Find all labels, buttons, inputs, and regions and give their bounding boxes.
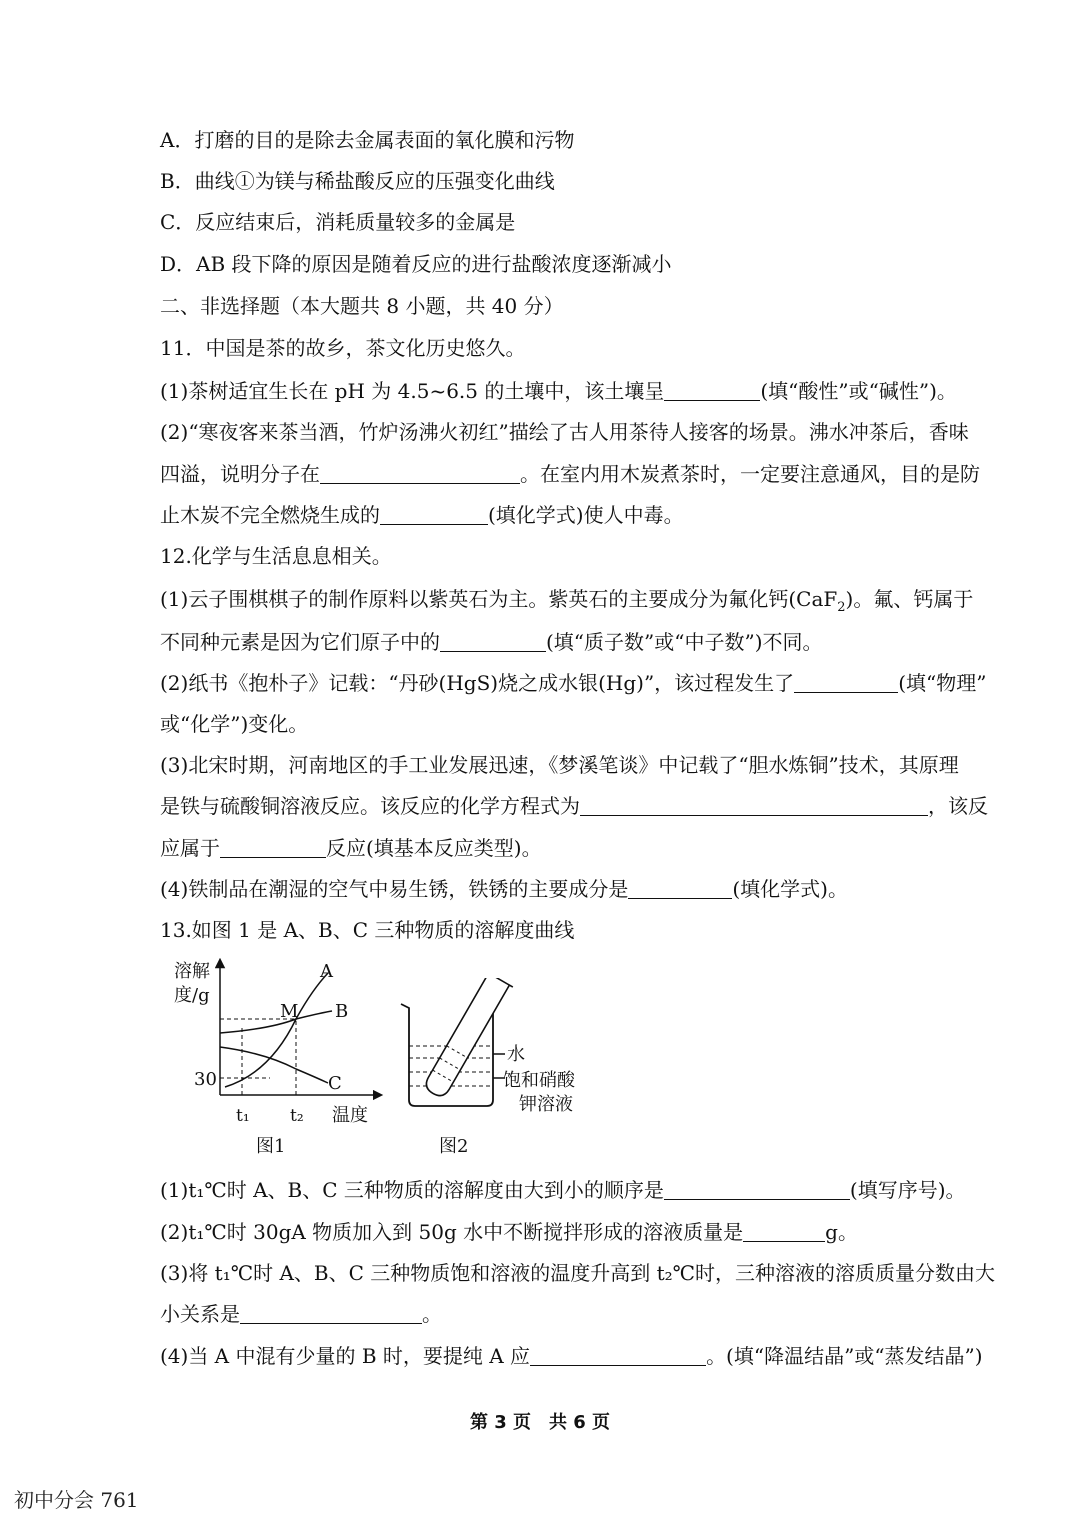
q13-title: 13.如图 1 是 A、B、C 三种物质的溶解度曲线 bbox=[160, 918, 575, 942]
answer-blank[interactable] bbox=[320, 463, 520, 484]
text: (填“物理” bbox=[898, 671, 987, 695]
text: 应属于 bbox=[160, 836, 220, 860]
formula: CaF bbox=[796, 587, 838, 611]
option-c: C．反应结束后，消耗质量较多的金属是 bbox=[160, 210, 516, 234]
text: (4)当 A 中混有少量的 B 时，要提纯 A 应 bbox=[160, 1344, 531, 1368]
q11-part2-line3 bbox=[160, 501, 1022, 529]
q12-title: 12.化学与生活息息相关。 bbox=[160, 544, 392, 568]
figure-1-solubility-curves bbox=[170, 955, 390, 1160]
text: 四溢，说明分子在 bbox=[160, 462, 320, 486]
q12-part1-line1 bbox=[160, 585, 1022, 622]
text: 。 bbox=[422, 1302, 442, 1326]
answer-blank[interactable] bbox=[580, 795, 928, 816]
tick-t2: t₂ bbox=[290, 1106, 304, 1126]
text: 止木炭不完全燃烧生成的 bbox=[160, 503, 380, 527]
x-axis-label: 温度 bbox=[332, 1105, 368, 1126]
y-axis-label-2: 度/g bbox=[174, 985, 210, 1006]
q13-part2 bbox=[160, 1218, 1022, 1246]
answer-blank[interactable] bbox=[380, 504, 488, 525]
text: 小关系是 bbox=[160, 1302, 240, 1326]
label-solution-2: 钾溶液 bbox=[519, 1094, 573, 1115]
text: 反应(填基本反应类型)。 bbox=[326, 836, 542, 860]
answer-blank[interactable] bbox=[794, 672, 898, 693]
q11-part2-line2 bbox=[160, 460, 1022, 488]
figure-1-caption: 图1 bbox=[256, 1136, 286, 1157]
answer-blank[interactable] bbox=[530, 1345, 706, 1366]
text: (填写序号)。 bbox=[849, 1178, 966, 1202]
tick-30: 30 bbox=[194, 1069, 217, 1090]
curve-a bbox=[225, 973, 328, 1087]
q13-part4 bbox=[160, 1342, 1022, 1370]
text: 。(填“降温结晶”或“蒸发结晶”) bbox=[706, 1344, 983, 1368]
q11-part2-line1: (2)“寒夜客来茶当酒，竹炉汤沸火初红”描绘了古人用茶待人接客的场景。沸水冲茶后，香味 bbox=[160, 420, 969, 444]
text: 不同种元素是因为它们原子中的 bbox=[160, 630, 440, 654]
text: (填化学式)使人中毒。 bbox=[488, 503, 684, 527]
label-a: A bbox=[320, 961, 333, 982]
text: g。 bbox=[825, 1220, 858, 1244]
text: (填“酸性”或“碱性”)。 bbox=[760, 379, 957, 403]
text: (2)t₁℃时 30gA 物质加入到 50g 水中不断搅拌形成的溶液质量是 bbox=[160, 1220, 744, 1244]
label-solution-1: 饱和硝酸 bbox=[503, 1070, 575, 1091]
option-d: D．AB 段下降的原因是随着反应的进行盐酸浓度逐渐减小 bbox=[160, 252, 672, 276]
label-c: C bbox=[328, 1073, 342, 1094]
label-m: M bbox=[280, 1001, 299, 1022]
answer-blank[interactable] bbox=[664, 380, 760, 401]
text: (填“质子数”或“中子数”)不同。 bbox=[546, 630, 823, 654]
text: (4)铁制品在潮湿的空气中易生锈，铁锈的主要成分是 bbox=[160, 877, 629, 901]
text: )。氟、钙属于 bbox=[845, 587, 974, 611]
q12-part3-line3 bbox=[160, 834, 1022, 862]
figure-2-caption: 图2 bbox=[439, 1136, 469, 1157]
text: (1)茶树适宜生长在 pH 为 4.5~6.5 的土壤中，该土壤呈 bbox=[160, 379, 665, 403]
q11-title: 11．中国是茶的故乡，茶文化历史悠久。 bbox=[160, 336, 526, 360]
text: 。在室内用木炭煮茶时，一定要注意通风，目的是防 bbox=[520, 462, 980, 486]
section-heading: 二、非选择题（本大题共 8 小题，共 40 分） bbox=[160, 294, 564, 318]
option-a: A．打磨的目的是除去金属表面的氧化膜和污物 bbox=[160, 128, 575, 152]
q11-part1 bbox=[160, 377, 1022, 405]
tick-t1: t₁ bbox=[236, 1106, 250, 1126]
option-b: B．曲线①为镁与稀盐酸反应的压强变化曲线 bbox=[160, 169, 555, 193]
figure-2-beaker bbox=[395, 978, 610, 1158]
formula-subscript: 2 bbox=[837, 600, 846, 615]
test-tube-icon bbox=[419, 978, 513, 1101]
q12-part3-line2 bbox=[160, 792, 1022, 820]
text: (2)纸书《抱朴子》记载：“丹砂(HgS)烧之成水银(Hg)”，该过程发生了 bbox=[160, 671, 795, 695]
answer-blank[interactable] bbox=[440, 631, 546, 652]
answer-blank[interactable] bbox=[628, 878, 732, 899]
answer-blank[interactable] bbox=[743, 1221, 825, 1242]
q13-part3-line1: (3)将 t₁℃时 A、B、C 三种物质饱和溶液的温度升高到 t₂℃时，三种溶液的溶质质量分数由大 bbox=[160, 1261, 996, 1285]
q12-part2-line2: 或“化学”)变化。 bbox=[160, 712, 309, 736]
answer-blank[interactable] bbox=[220, 837, 326, 858]
y-axis-label-1: 溶解 bbox=[174, 961, 210, 982]
q13-part1 bbox=[160, 1176, 1022, 1204]
q12-part2-line1 bbox=[160, 669, 1022, 697]
watermark: 初中分会 761 bbox=[14, 1488, 139, 1512]
text: 是铁与硫酸铜溶液反应。该反应的化学方程式为 bbox=[160, 794, 580, 818]
curve-b bbox=[220, 1011, 332, 1033]
q12-part3-line1: (3)北宋时期，河南地区的手工业发展迅速，《梦溪笔谈》中记载了“胆水炼铜”技术，其原理 bbox=[160, 753, 959, 777]
text: (1)t₁℃时 A、B、C 三种物质的溶解度由大到小的顺序是 bbox=[160, 1178, 664, 1202]
q13-part3-line2 bbox=[160, 1300, 1022, 1328]
label-water: 水 bbox=[507, 1044, 525, 1065]
answer-blank[interactable] bbox=[664, 1179, 850, 1200]
answer-blank[interactable] bbox=[240, 1303, 422, 1324]
page-footer: 第 3 页 共 6 页 bbox=[469, 1412, 611, 1433]
text: ，该反 bbox=[928, 794, 988, 818]
q12-part4 bbox=[160, 875, 1022, 903]
text: (填化学式)。 bbox=[732, 877, 848, 901]
label-b: B bbox=[335, 1001, 349, 1022]
q12-part1-line2 bbox=[160, 628, 1022, 656]
text: (1)云子围棋棋子的制作原料以紫英石为主。紫英石的主要成分为氟化钙( bbox=[160, 587, 797, 611]
